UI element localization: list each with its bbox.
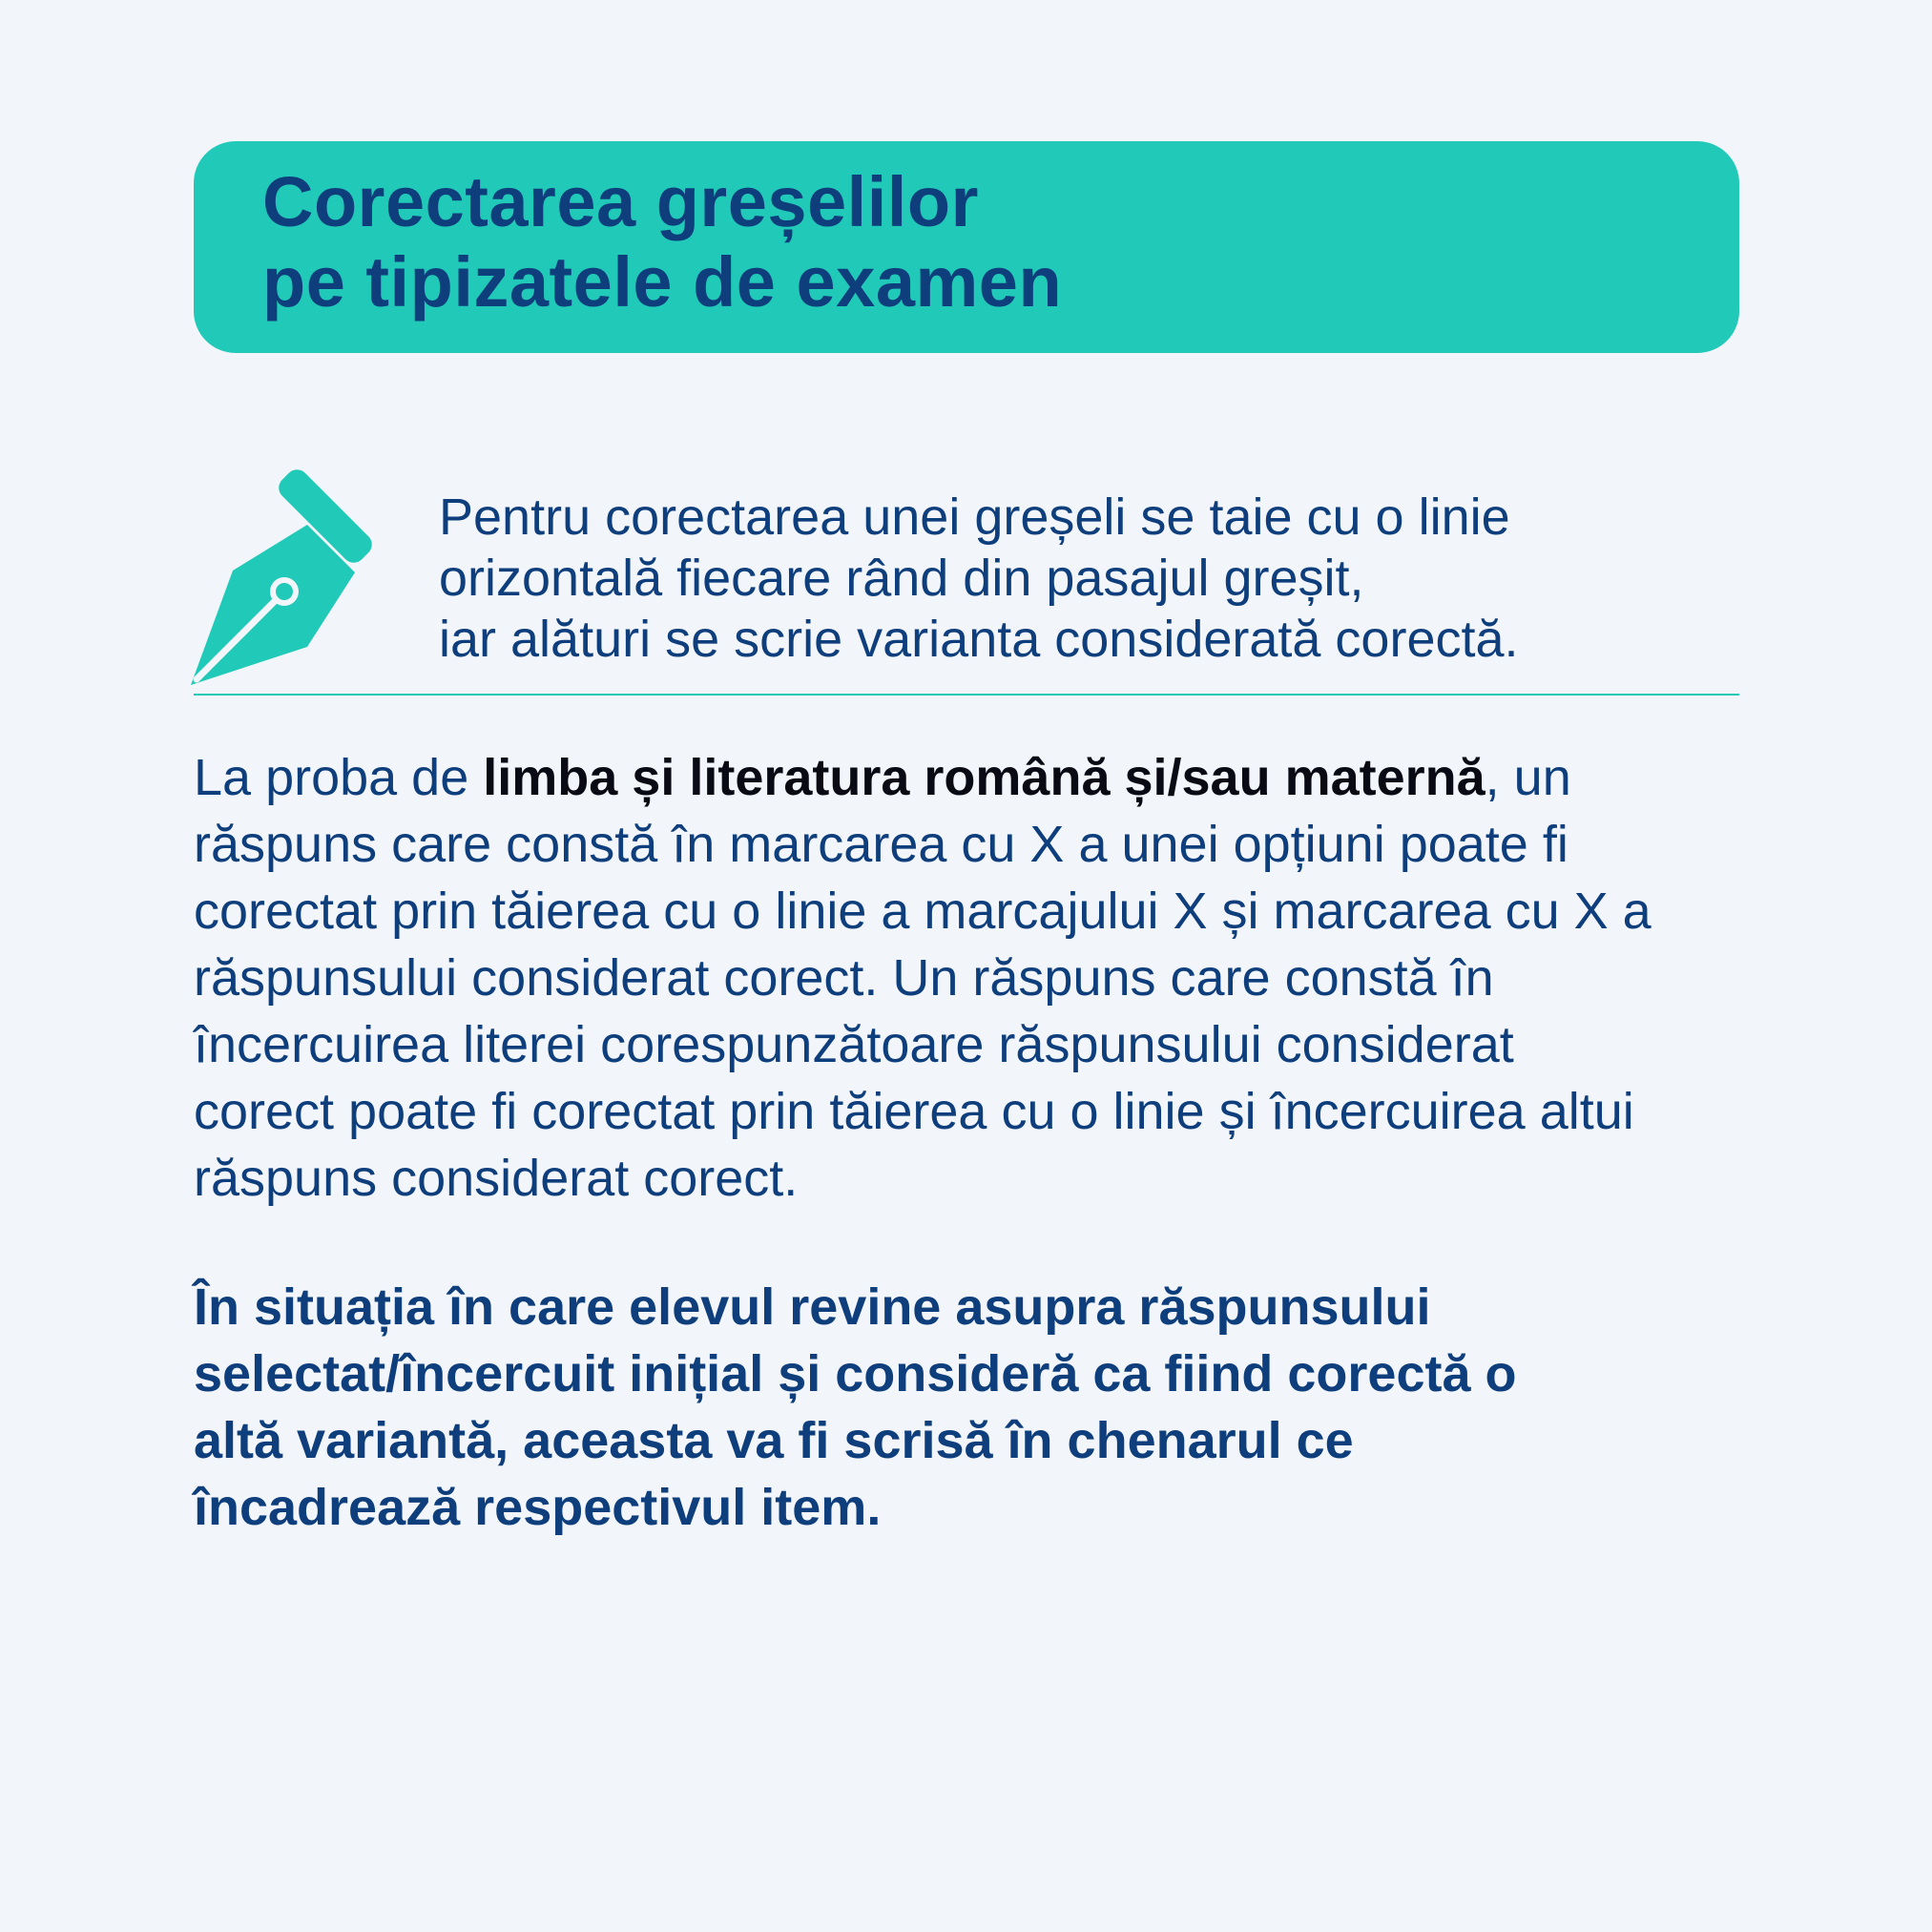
rule-line-1-prefix: La proba de <box>194 749 484 806</box>
rule-line-6: corect poate fi corectat prin tăierea cu o linie și încercuirea altui <box>194 1083 1634 1140</box>
note-line-4: încadrează respectivul item. <box>194 1479 882 1536</box>
rule-line-3: corectat prin tăierea cu o linie a marcajului X și marcarea cu X a <box>194 883 1652 940</box>
rule-line-1-suffix: , un <box>1485 749 1571 806</box>
rule-subject-highlight: limba și literatura română și/sau maternă <box>483 749 1485 806</box>
note-line-1: În situația în care elevul revine asupra răspunsului <box>194 1278 1431 1336</box>
rule-line-5: încercuirea literei corespunzătoare răspunsului considerat <box>194 1016 1514 1073</box>
rule-paragraph <box>194 744 1768 1212</box>
intro-line-3: iar alături se scrie varianta considerată corectă. <box>439 611 1519 668</box>
rule-line-1 <box>194 744 1768 811</box>
section-divider <box>194 694 1739 696</box>
note-paragraph <box>194 1274 1768 1541</box>
intro-line-1: Pentru corectarea unei greșeli se taie cu o linie <box>439 488 1510 546</box>
fountain-pen-icon <box>191 467 412 689</box>
rule-line-7: răspuns considerat corect. <box>194 1150 799 1207</box>
rule-line-4: răspunsului considerat corect. Un răspuns care constă în <box>194 949 1494 1007</box>
rule-line-2: răspuns care constă în marcarea cu X a unei opțiuni poate fi <box>194 816 1568 873</box>
note-line-3: altă variantă, aceasta va fi scrisă în chenarul ce <box>194 1412 1354 1469</box>
page-title-line-2: pe tipizatele de examen <box>262 242 1063 322</box>
title-banner <box>194 141 1739 353</box>
page-title-line-1: Corectarea greșelilor <box>262 162 979 241</box>
note-line-2: selectat/încercuit inițial și consideră ca fiind corectă o <box>194 1345 1517 1402</box>
intro-paragraph <box>439 487 1755 670</box>
intro-line-2: orizontală fiecare rând din pasajul greșit, <box>439 550 1364 607</box>
